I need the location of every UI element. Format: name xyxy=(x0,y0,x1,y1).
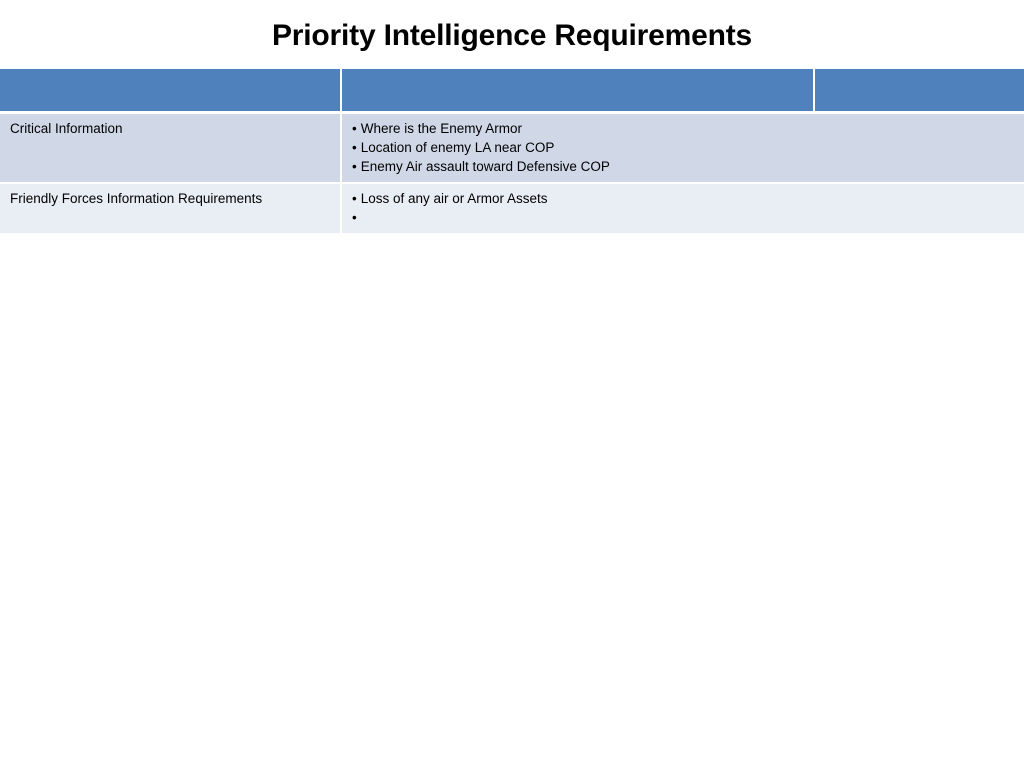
table-row-ffir xyxy=(0,183,1024,234)
row-category-label: Critical Information xyxy=(0,113,341,184)
header-cell-2 xyxy=(341,69,814,113)
bullet-item xyxy=(352,208,1014,227)
row-items-cell xyxy=(341,183,1024,234)
bullet-list xyxy=(352,119,1014,176)
bullet-item: • Location of enemy LA near COP xyxy=(352,138,1014,157)
header-cell-1 xyxy=(0,69,341,113)
row-items-cell xyxy=(341,113,1024,184)
bullet-item: • Enemy Air assault toward Defensive COP xyxy=(352,157,1014,176)
row-category-label: Friendly Forces Information Requirements xyxy=(0,183,341,234)
bullet-item: • Loss of any air or Armor Assets xyxy=(352,189,1014,208)
table-header-row xyxy=(0,69,1024,113)
header-cell-3 xyxy=(814,69,1024,113)
bullet-list xyxy=(352,189,1014,227)
slide-title: Priority Intelligence Requirements xyxy=(272,19,752,52)
table-row-critical-information xyxy=(0,113,1024,184)
pir-table xyxy=(0,69,1024,235)
bullet-item: • Where is the Enemy Armor xyxy=(352,119,1014,138)
